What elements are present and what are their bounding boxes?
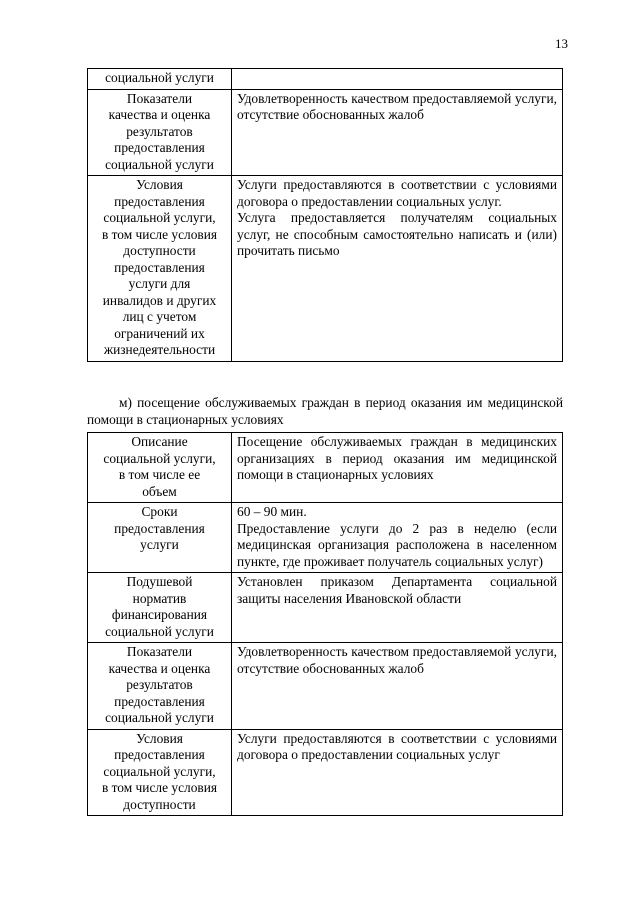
row-label-line: предоставления <box>114 193 205 209</box>
section-paragraph: м) посещение обслуживаемых граждан в период оказания им медицинской помощи в стационарных условиях <box>87 395 563 428</box>
row-label-line: в том числе условия <box>101 780 218 795</box>
row-label-line: качества и оценка <box>108 660 211 676</box>
table-row <box>88 643 563 730</box>
row-value-paragraph: 60 – 90 мин. <box>237 504 307 519</box>
row-value-cell <box>232 503 563 573</box>
row-label-line: Подушевой <box>126 574 193 589</box>
row-label-cell <box>88 433 232 503</box>
row-label-line: Условия <box>136 730 183 746</box>
row-value-cell <box>232 573 563 643</box>
row-value-paragraph: Услуги предоставляются в соответствии с условиями договора о предоставлении социальных услуг. <box>237 177 557 209</box>
row-value-cell <box>232 69 563 90</box>
row-label-line: лиц с учетом <box>122 309 197 324</box>
row-label-cell <box>88 643 232 730</box>
row-value-paragraph: Установлен приказом Департамента социальной защиты населения Ивановской области <box>237 574 557 606</box>
row-label-line: жизнедеятельности <box>103 342 216 357</box>
row-label-line: социальной услуги, <box>103 763 216 779</box>
row-label-line: предоставления <box>114 747 205 762</box>
table-row <box>88 69 563 90</box>
service-table-visit-patients <box>87 432 563 816</box>
row-label-line: доступности <box>123 796 196 812</box>
row-label-line: услуги для <box>128 276 191 291</box>
row-label-line: Сроки <box>141 504 178 519</box>
row-value-paragraph: Услуга предоставляется получателям социальных услуг, не способным самостоятельно написать и (или) прочитать письмо <box>237 210 557 258</box>
row-label-cell <box>88 573 232 643</box>
row-value-cell <box>232 729 563 816</box>
row-label-cell <box>88 503 232 573</box>
row-label-line: результатов <box>126 677 193 692</box>
row-label-line: норматив <box>132 590 187 606</box>
row-value-cell <box>232 643 563 730</box>
row-label-line: Описание <box>131 434 188 449</box>
row-value-paragraph: Удовлетворенность качеством предоставляемой услуги, отсутствие обоснованных жалоб <box>237 90 557 122</box>
row-value-paragraph: Посещение обслуживаемых граждан в медицинских организациях в период оказания им медицинской помощи в стационарных условиях <box>237 434 557 482</box>
row-value-cell <box>232 433 563 503</box>
row-label-cell <box>88 729 232 816</box>
row-label-line: предоставления <box>114 140 205 155</box>
row-label-line: качества и оценка <box>108 107 211 122</box>
row-label-line: социальной услуги <box>105 70 214 85</box>
table-row <box>88 89 563 176</box>
row-value-cell <box>232 176 563 362</box>
row-label-line: Условия <box>136 177 183 192</box>
table-row <box>88 729 563 816</box>
row-label-line: социальной услуги <box>105 710 214 725</box>
row-label-line: Показатели <box>126 644 193 659</box>
row-label-line: в том числе условия <box>101 226 218 242</box>
row-value-paragraph: Услуги предоставляются в соответствии с условиями договора о предоставлении социальных услуг <box>237 730 557 762</box>
row-label-line: финансирования <box>111 607 208 622</box>
table-row <box>88 573 563 643</box>
row-label-cell <box>88 69 232 90</box>
table-row <box>88 433 563 503</box>
row-value-paragraph: Предоставление услуги до 2 раз в неделю (если медицинская организация расположена в населенном пункте, где проживает получатель социальных услуг) <box>237 520 557 569</box>
row-label-cell <box>88 89 232 176</box>
row-label-cell <box>88 176 232 362</box>
row-value-cell <box>232 89 563 176</box>
row-label-line: ограничений их <box>114 325 205 341</box>
row-label-line: доступности <box>123 243 196 258</box>
row-label-line: в том числе ее <box>118 467 201 482</box>
row-label-line: Показатели <box>126 90 193 106</box>
table-row <box>88 503 563 573</box>
row-label-line: услуги <box>140 537 179 552</box>
row-label-line: предоставления <box>114 693 205 709</box>
row-label-line: предоставления <box>114 520 205 536</box>
row-label-line: предоставления <box>114 259 205 275</box>
row-label-line: результатов <box>126 123 193 139</box>
service-table-continued <box>87 68 563 362</box>
row-value-paragraph: Удовлетворенность качеством предоставляемой услуги, отсутствие обоснованных жалоб <box>237 644 557 676</box>
row-label-line: инвалидов и других <box>102 292 217 308</box>
row-label-line: социальной услуги, <box>103 450 216 466</box>
row-label-line: социальной услуги <box>105 156 214 172</box>
table-row <box>88 176 563 362</box>
row-label-line: объем <box>142 483 177 499</box>
row-label-line: социальной услуги <box>105 623 214 639</box>
row-label-line: социальной услуги, <box>103 210 216 225</box>
page-number: 13 <box>555 36 568 51</box>
